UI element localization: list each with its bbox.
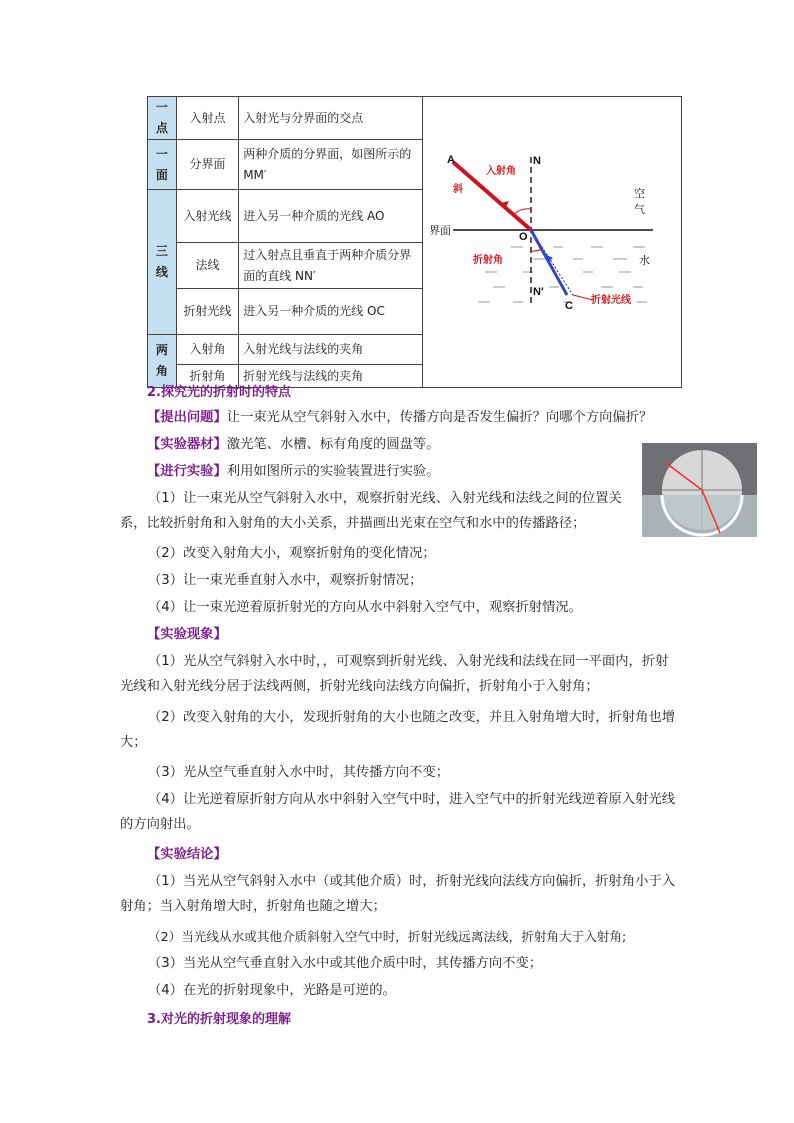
label-water: 水	[638, 254, 650, 267]
label-oblique: 斜	[452, 184, 463, 195]
desc-refraction-angle: 折射光线与法线的夹角	[239, 365, 422, 388]
conclusion-3: （3）当光从空气垂直射入水中或其他介质中时，其传播方向不变；	[148, 956, 543, 971]
desc-normal: 过入射点且垂直于两种介质分界面的直线 NN′	[239, 243, 422, 289]
label-O: O	[518, 231, 528, 243]
experiment-text: 利用如图所示的实验装置进行实验。	[226, 464, 440, 479]
equipment-text: 激光笔、水槽、标有角度的圆盘等。	[226, 437, 440, 452]
experiment-tag: 【进行实验】	[147, 464, 227, 479]
label-C: C	[564, 300, 573, 312]
conclusion-tag: 【实验结论】	[147, 847, 227, 862]
term-incident-ray: 入射光线	[176, 190, 239, 243]
desc-incident-angle: 入射光线与法线的夹角	[239, 335, 422, 365]
term-refracted-ray: 折射光线	[176, 289, 239, 335]
experiment-paragraph	[147, 459, 627, 484]
category-point: 一点	[148, 97, 177, 140]
refraction-diagram	[423, 97, 675, 380]
desc-interface: 两种介质的分界面，如图所示的 MM′	[239, 140, 422, 190]
label-N: N	[532, 155, 541, 167]
equipment-tag: 【实验器材】	[147, 437, 227, 452]
label-N-prime: N′	[532, 286, 544, 298]
phenomenon-3: （3）光从空气垂直射入水中时，其传播方向不变；	[148, 765, 449, 780]
category-angles: 两角	[148, 335, 177, 388]
conclusion-4: （4）在光的折射现象中，光路是可逆的。	[148, 983, 396, 998]
section-2-title: 2.探究光的折射时的特点	[147, 385, 291, 400]
section-3-title: 3.对光的折射现象的理解	[147, 1012, 291, 1027]
term-refraction-angle: 折射角	[176, 365, 239, 388]
refraction-diagram-cell	[422, 97, 681, 388]
question-text: 让一束光从空气斜射入水中，传播方向是否发生偏折？向哪个方向偏折？	[226, 410, 653, 425]
desc-refracted-ray: 进入另一种介质的光线 OC	[239, 289, 422, 335]
phenomenon-1: （1）光从空气斜射入水中时，，可观察到折射光线、入射光线和法线在同一平面内，折射光线和入射光线分居于法线两侧，折射光线向法线方向偏折，折射角小于入射角；	[120, 654, 669, 694]
term-incidence-point: 入射点	[176, 97, 239, 140]
label-A: A	[446, 154, 455, 166]
step-3: （3）让一束光垂直射入水中，观察折射情况；	[148, 573, 423, 588]
step-1: （1）让一束光从空气斜射入水中，观察折射光线、入射光线和法线之间的位置关系，比较折射角和入射角的大小关系，并描画出光束在空气和水中的传播路径；	[120, 491, 622, 531]
conclusion-1: （1）当光从空气斜射入水中（或其他介质）时，折射光线向法线方向偏折，折射角小于入射角；当入射角增大时，折射角也随之增大；	[120, 874, 676, 914]
label-refraction-angle: 折射角	[472, 255, 503, 266]
definition-table	[147, 96, 682, 388]
question-paragraph	[147, 405, 687, 430]
category-lines: 三线	[148, 190, 177, 335]
label-air-1: 空	[633, 187, 645, 200]
phenomenon-2: （2）改变入射角的大小，发现折射角的大小也随之改变，并且入射角增大时，折射角也增大；	[120, 710, 676, 750]
label-incident-angle: 入射角	[485, 166, 516, 177]
label-refracted-ray: 折射光线	[590, 295, 631, 306]
step-2: （2）改变入射角大小，观察折射角的变化情况；	[148, 546, 436, 561]
experiment-apparatus-photo	[642, 443, 757, 537]
phenomenon-tag: 【实验现象】	[147, 627, 227, 642]
category-surface: 一面	[148, 140, 177, 190]
equipment-paragraph	[147, 432, 627, 457]
term-interface: 分界面	[176, 140, 239, 190]
label-air-2: 气	[633, 203, 645, 216]
label-interface: 界面	[428, 224, 451, 237]
phenomenon-4: （4）让光逆着原折射方向从水中斜射入空气中时，进入空气中的折射光线逆着原入射光线的方向射出。	[120, 792, 676, 832]
step-4: （4）让一束光逆着原折射光的方向从水中斜射入空气中，观察折射情况。	[148, 600, 582, 615]
desc-incident-ray: 进入另一种介质的光线 AO	[239, 190, 422, 243]
term-incident-angle: 入射角	[176, 335, 239, 365]
question-tag: 【提出问题】	[147, 410, 227, 425]
conclusion-2: （2）当光线从水或其他介质斜射入空气中时，折射光线远离法线，折射角大于入射角;	[148, 929, 627, 944]
desc-incidence-point: 入射光与分界面的交点	[239, 97, 422, 140]
term-normal: 法线	[176, 243, 239, 289]
